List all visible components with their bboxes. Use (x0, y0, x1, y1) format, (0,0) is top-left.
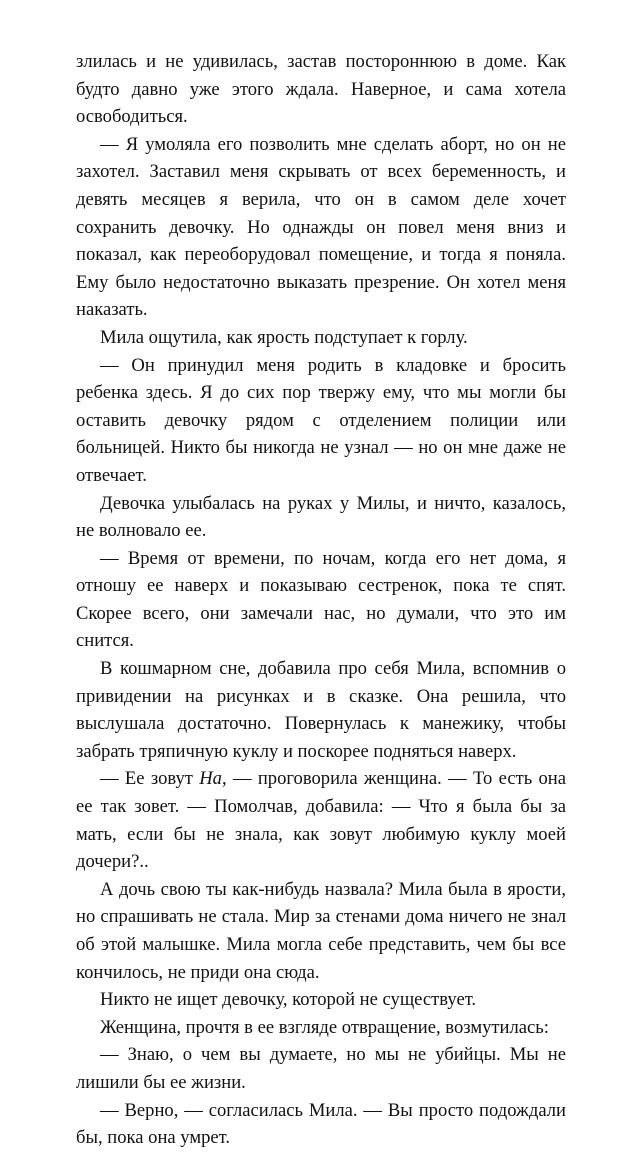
paragraph-text: — Время от времени, по ночам, когда его нет дома, я отношу ее наверх и показываю сестренок, пока те спят. Скорее всего, они замечали нас, но думали, что это им снится. (76, 547, 566, 652)
paragraph-text: Никто не ищет девочку, которой не существует. (100, 989, 477, 1011)
paragraph (76, 545, 566, 655)
paragraph (76, 876, 566, 986)
paragraph-text: В кошмарном сне, добавила про себя Мила, вспомнив о привидении на рисунках и в сказке. Она решила, что выслушала достаточно. Повернулась к манежику, чтобы забрать тряпичную куклу и поскорее подняться наверх. (76, 658, 566, 762)
paragraph-text: , — проговорила женщина. — То есть она ее так зовет. — Помолчав, добавила: — Что я была бы за мать, если бы не знала, как зовут любимую куклу моей дочери?.. (76, 768, 566, 873)
paragraph-text: Мила ощутила, как ярость подступает к горлу. (100, 326, 468, 348)
paragraph (76, 1014, 566, 1042)
paragraph (76, 490, 566, 545)
paragraph-text: — Знаю, о чем вы думаете, но мы не убийцы. Мы не лишили бы ее жизни. (76, 1044, 566, 1093)
paragraph-text: — Он принудил меня родить в кладовке и бросить ребенка здесь. Я до сих пор твержу ему, что мы могли бы оставить девочку рядом с отделением полиции или больницей. Никто бы никогда не узнал — но он мне даже не отвечает. (76, 354, 566, 486)
paragraph-text: А дочь свою ты как-нибудь назвала? Мила была в ярости, но спрашивать не стала. Мир за стенами дома ничего не знал об этой малышке. Мила могла себе представить, чем бы все кончилось, не приди она сюда. (76, 878, 566, 983)
paragraph-text: Женщина, прочтя в ее взгляде отвращение, возмутилась: (100, 1016, 549, 1038)
paragraph-text: — Я умоляла его позволить мне сделать аборт, но он не захотел. Заставил меня скрывать от всех беременность, и девять месяцев я верила, что он в самом деле хочет сохранить девочку. Но однажды он повел меня вниз и показал, как переоборудовал помещение, и тогда я поняла. Ему было недостаточно выказать презрение. Он хотел меня наказать. (76, 133, 566, 321)
paragraph-text: — Ее зовут (100, 768, 200, 790)
paragraph (76, 131, 566, 324)
doll-name: На (199, 768, 222, 790)
paragraph (76, 352, 566, 490)
paragraph-text: злилась и не удивилась, застав постороннюю в доме. Как будто давно уже этого ждала. Наверное, и сама хотела освободиться. (76, 51, 566, 128)
paragraph (76, 765, 566, 875)
paragraph (76, 324, 566, 352)
paragraph (76, 655, 566, 765)
paragraph (76, 48, 566, 131)
paragraph (76, 1097, 566, 1152)
body-text (76, 48, 566, 1152)
paragraph-text: — Верно, — согласилась Мила. — Вы просто подождали бы, пока она умрет. (76, 1099, 566, 1149)
paragraph-text: Девочка улыбалась на руках у Милы, и ничто, казалось, не волновало ее. (76, 492, 566, 542)
paragraph (76, 1041, 566, 1096)
